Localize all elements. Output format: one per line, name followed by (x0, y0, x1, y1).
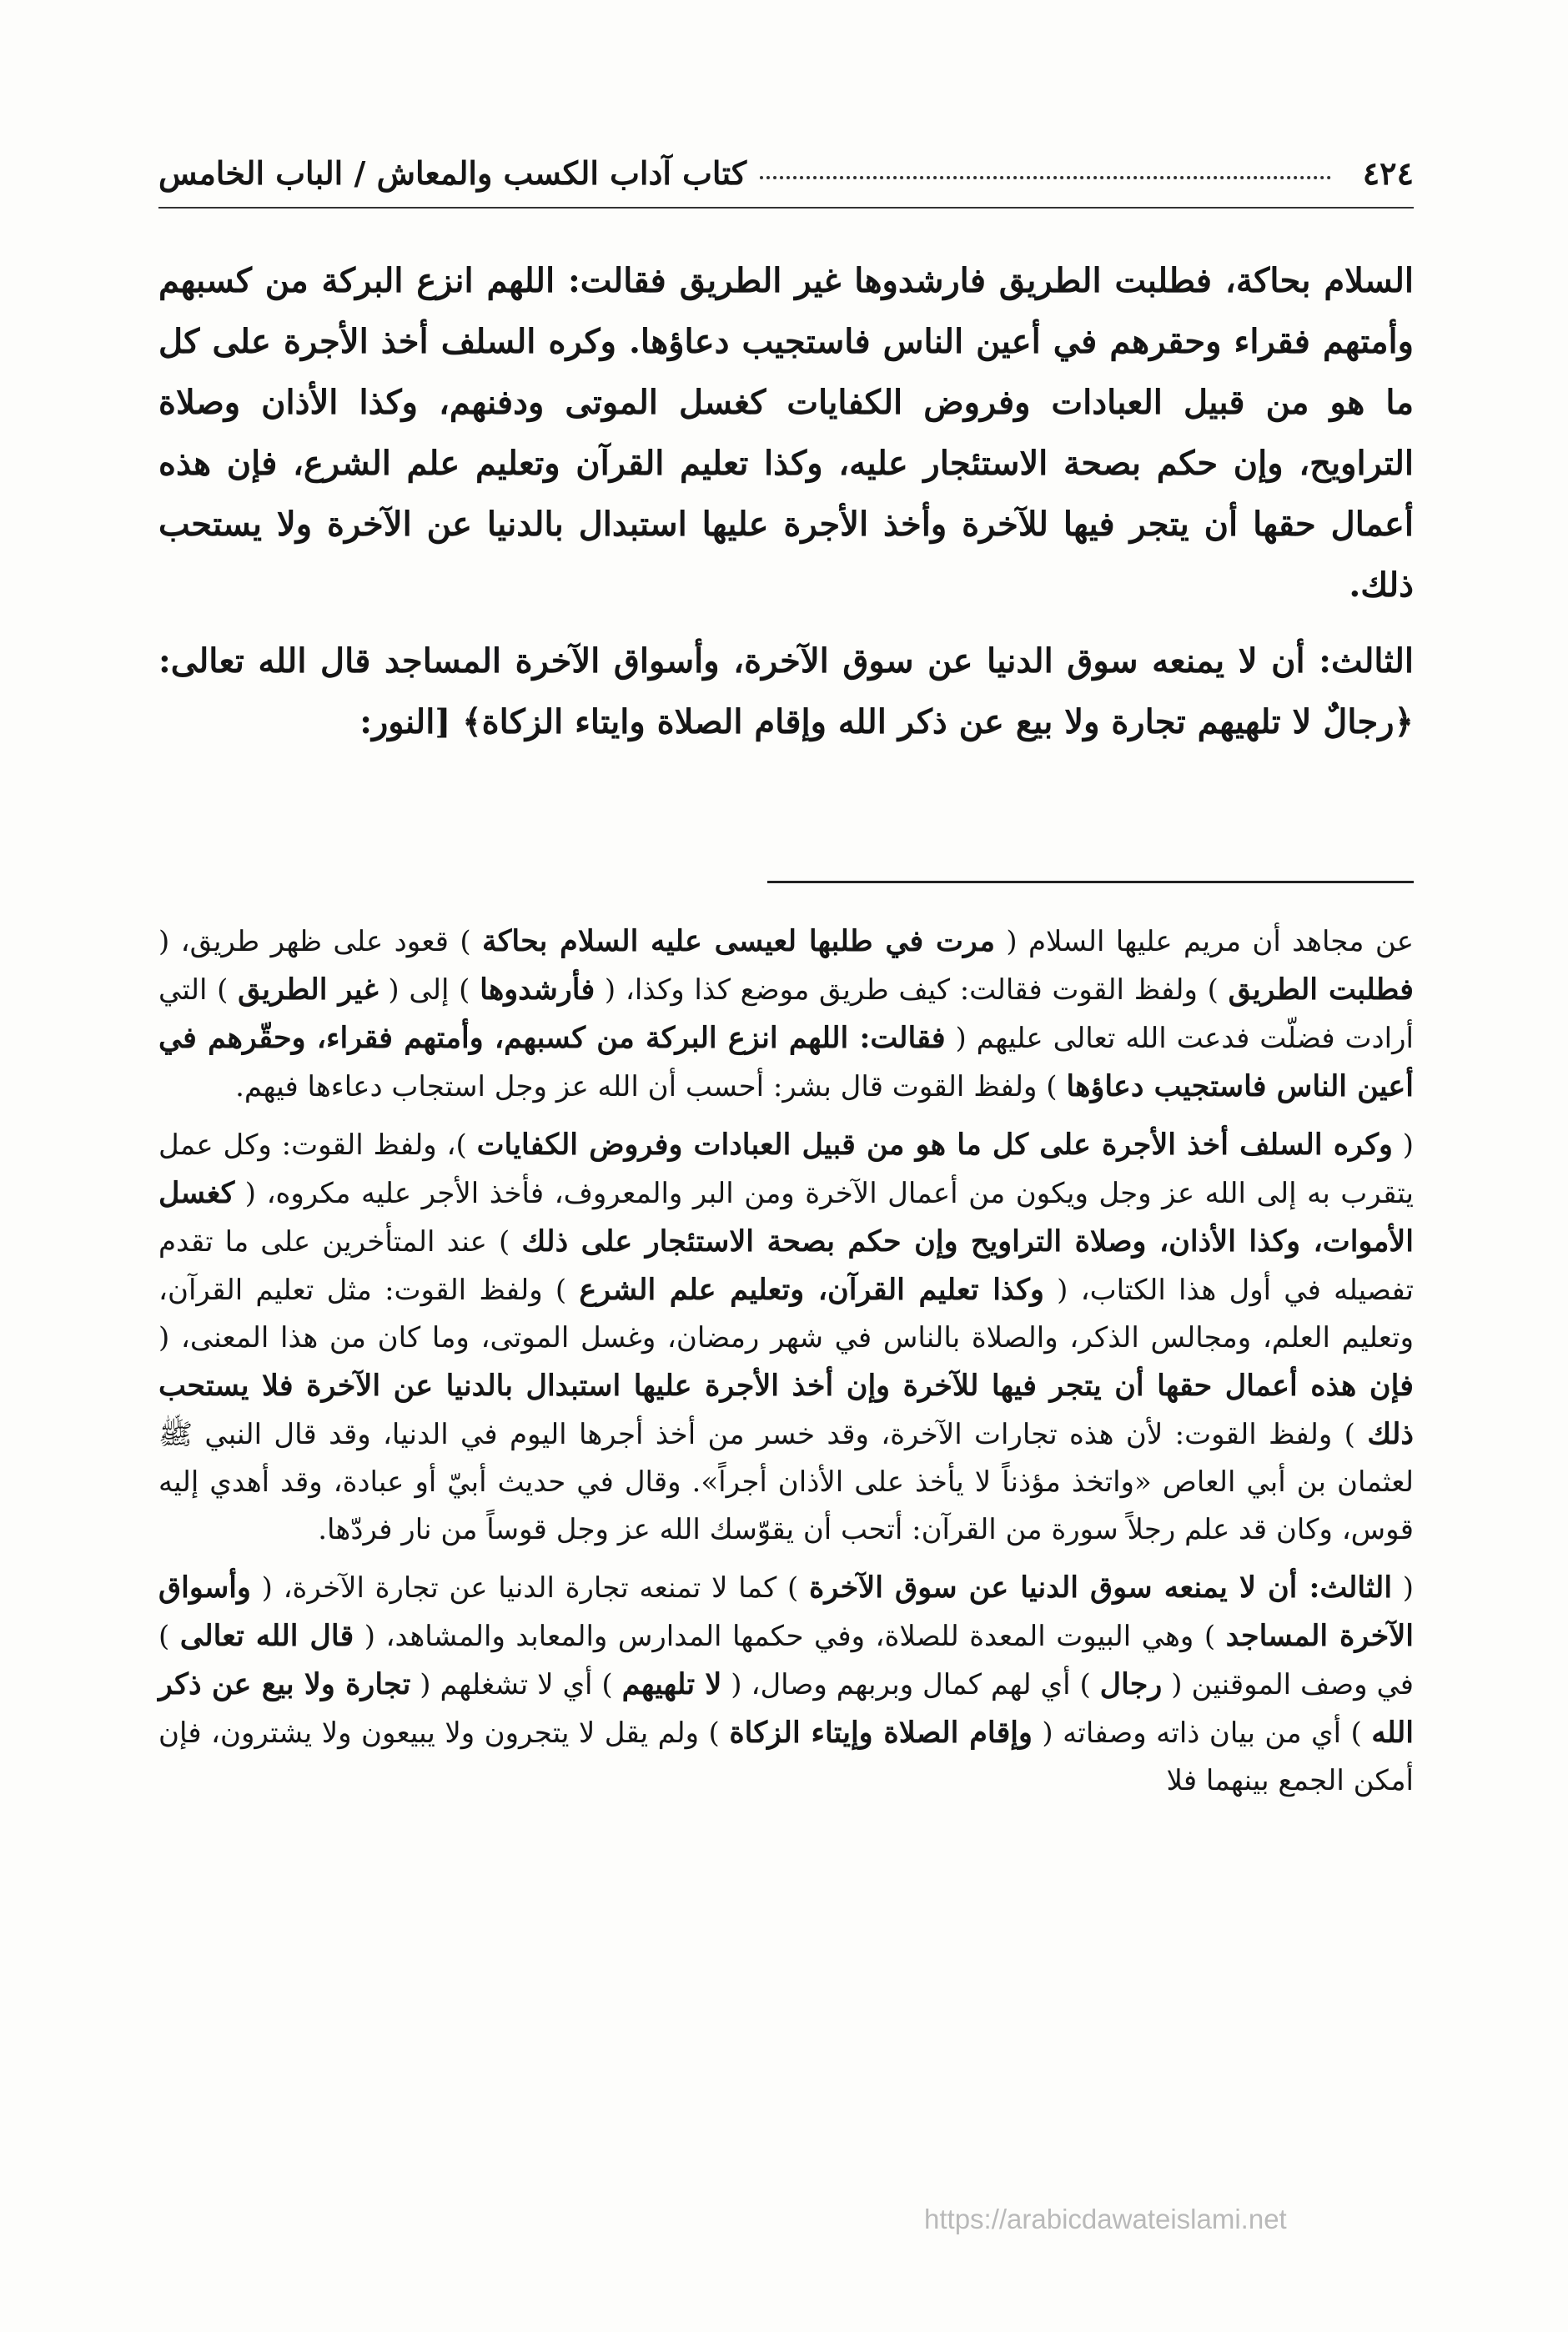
note-quoted-text: لا تلهيهم (621, 1667, 722, 1701)
note-quoted-text: فقالت: اللهم انزع البركة من كسبهم، وأمتهم فقراء، وحقّرهم في أعين الناس فاستجيب دعاؤها (158, 1021, 1414, 1103)
note-commentary-text: ) التي أرادت فضلّت فدعت الله تعالى عليهم ( (158, 973, 1414, 1055)
note-paragraph (158, 1564, 1414, 1805)
note-commentary-text: ) وهي البيوت المعدة للصلاة، وفي حكمها المدارس والمعابد والمشاهد، ( (364, 1620, 1216, 1653)
note-commentary-text: ( (1402, 1128, 1415, 1162)
note-paragraph (158, 1121, 1414, 1554)
commentary-notes (158, 917, 1414, 1805)
note-commentary-text: ) قعود على ظهر طريق، ( (158, 925, 471, 958)
note-quoted-text: الثالث: أن لا يمنعه سوق الدنيا عن سوق الآخرة (809, 1571, 1393, 1605)
note-quoted-text: وكذا تعليم القرآن، وتعليم علم الشرع (579, 1273, 1044, 1307)
paragraph-lead: الثالث: (1319, 641, 1414, 681)
note-commentary-text: ) ولفظ القوت فقالت: كيف طريق موضع كذا وكذا، ( (604, 973, 1219, 1007)
note-commentary-text: عن مجاهد أن مريم عليها السلام ( (1006, 925, 1414, 958)
paragraph-body: أن لا يمنعه سوق الدنيا عن سوق الآخرة، وأسواق الآخرة المساجد قال الله تعالى: ﴿رجالٌ لا تلهيهم تجارة ولا بيع عن ذكر الله وإقام الصلاة وايتاء الزكاة﴾ [النور: (158, 641, 1414, 741)
note-quoted-text: مرت في طلبها لعيسى عليه السلام بحاكة (482, 924, 995, 958)
note-commentary-text: ) ولفظ القوت: لأن هذه تجارات الآخرة، وقد خسر من أخذ أجرها اليوم في الدنيا، وقد قال النبي ﷺ لعثمان بن أبي العاص «واتخذ مؤذناً لا يأخذ على الأذان أجراً». وقال في حديث أبيّ أو عبادة، وقد أهدي إليه قوس، وكان قد علم رجلاً سورة من القرآن: أتحب أن يقوّسك الله عز وجل قوساً من نار فردّها. (158, 1418, 1414, 1546)
note-commentary-text: ) أي لهم كمال وبربهم وصال، ( (731, 1668, 1091, 1701)
note-commentary-text: ( (1402, 1571, 1415, 1605)
note-quoted-text: قال الله تعالى (179, 1619, 354, 1653)
note-commentary-text: ) ولفظ القوت: مثل تعليم القرآن، وتعليم العلم، ومجالس الذكر، والصلاة بالناس في شهر رمضان، وغسل الموتى، وما كان من هذا المعنى، ( (158, 1274, 1414, 1354)
note-quoted-text: وكره السلف أخذ الأجرة على كل ما هو من قبيل العبادات وفروض الكفايات (476, 1128, 1393, 1162)
note-commentary-text: ) كما لا تمنعه تجارة الدنيا عن تجارة الآخرة، ( (261, 1571, 799, 1605)
footnote-divider (767, 881, 1414, 883)
header-rule (158, 207, 1414, 209)
main-paragraph (158, 631, 1414, 752)
note-quoted-text: غير الطريق (238, 973, 379, 1007)
note-quoted-text: رجال (1099, 1667, 1163, 1701)
note-commentary-text: ) إلى ( (388, 973, 470, 1007)
note-quoted-text: فطلبت الطريق (1228, 973, 1414, 1007)
note-commentary-text: ) أي من بيان ذاته وصفاته ( (1042, 1716, 1362, 1750)
main-paragraph: السلام بحاكة، فطلبت الطريق فارشدوها غير الطريق فقالت: اللهم انزع البركة من كسبهم وأمتهم فقراء وحقرهم في أعين الناس فاستجيب دعاؤها. وكره السلف أخذ الأجرة على كل ما هو من قبيل العبادات وفروض الكفايات كغسل الموتى ودفنهم، وكذا الأذان وصلاة التراويح، وإن حكم بصحة الاستئجار عليه، وكذا تعليم القرآن وتعليم علم الشرع، فإن هذه أعمال حقها أن يتجر فيها للآخرة وأخذ الأجرة عليها استبدال بالدنيا عن الآخرة ولا يستحب ذلك. (158, 261, 1415, 605)
note-quoted-text: فأرشدوها (480, 973, 596, 1007)
note-quoted-text: تجارة ولا بيع عن ذكر الله (158, 1667, 1415, 1750)
note-commentary-text: )، ولفظ القوت: وكل عمل يتقرب به إلى الله عز وجل ويكون من أعمال الآخرة ومن البر والمعروف، فأخذ الأجر عليه مكروه، ( (158, 1128, 1414, 1210)
note-commentary-text: ) في وصف الموقنين ( (158, 1620, 1415, 1701)
header-leader-dots (760, 176, 1331, 179)
note-paragraph (158, 917, 1414, 1111)
page-number: ٤٢٤ (1362, 153, 1414, 192)
main-text (158, 250, 1414, 752)
note-quoted-text: كغسل الأموات، وكذا الأذان، وصلاة التراويح وإن حكم بصحة الاستئجار على ذلك (158, 1176, 1414, 1259)
note-commentary-text: ) ولم يقل لا يتجرون ولا يبيعون ولا يشترون، فإن أمكن الجمع بينهما فلا (158, 1716, 1414, 1797)
note-quoted-text: وأسواق الآخرة المساجد (158, 1571, 1414, 1653)
watermark-url: https://arabicdawateislami.net (924, 2204, 1287, 2234)
note-quoted-text: وإقام الصلاة وإيتاء الزكاة (729, 1716, 1033, 1750)
header-title: كتاب آداب الكسب والمعاش / الباب الخامس (158, 153, 747, 192)
running-header (158, 143, 1414, 202)
note-commentary-text: ) ولفظ القوت قال بشر: أحسب أن الله عز وجل استجاب دعاءها فيهم. (235, 1070, 1058, 1103)
note-commentary-text: ) عند المتأخرين على ما تقدم تفصيله في أول هذا الكتاب، ( (158, 1225, 1415, 1307)
note-commentary-text: ) أي لا تشغلهم ( (420, 1668, 613, 1701)
note-quoted-text: فإن هذه أعمال حقها أن يتجر فيها للآخرة وإن أخذ الأجرة عليها استبدال بالدنيا عن الآخرة فلا يستحب ذلك (158, 1369, 1414, 1451)
